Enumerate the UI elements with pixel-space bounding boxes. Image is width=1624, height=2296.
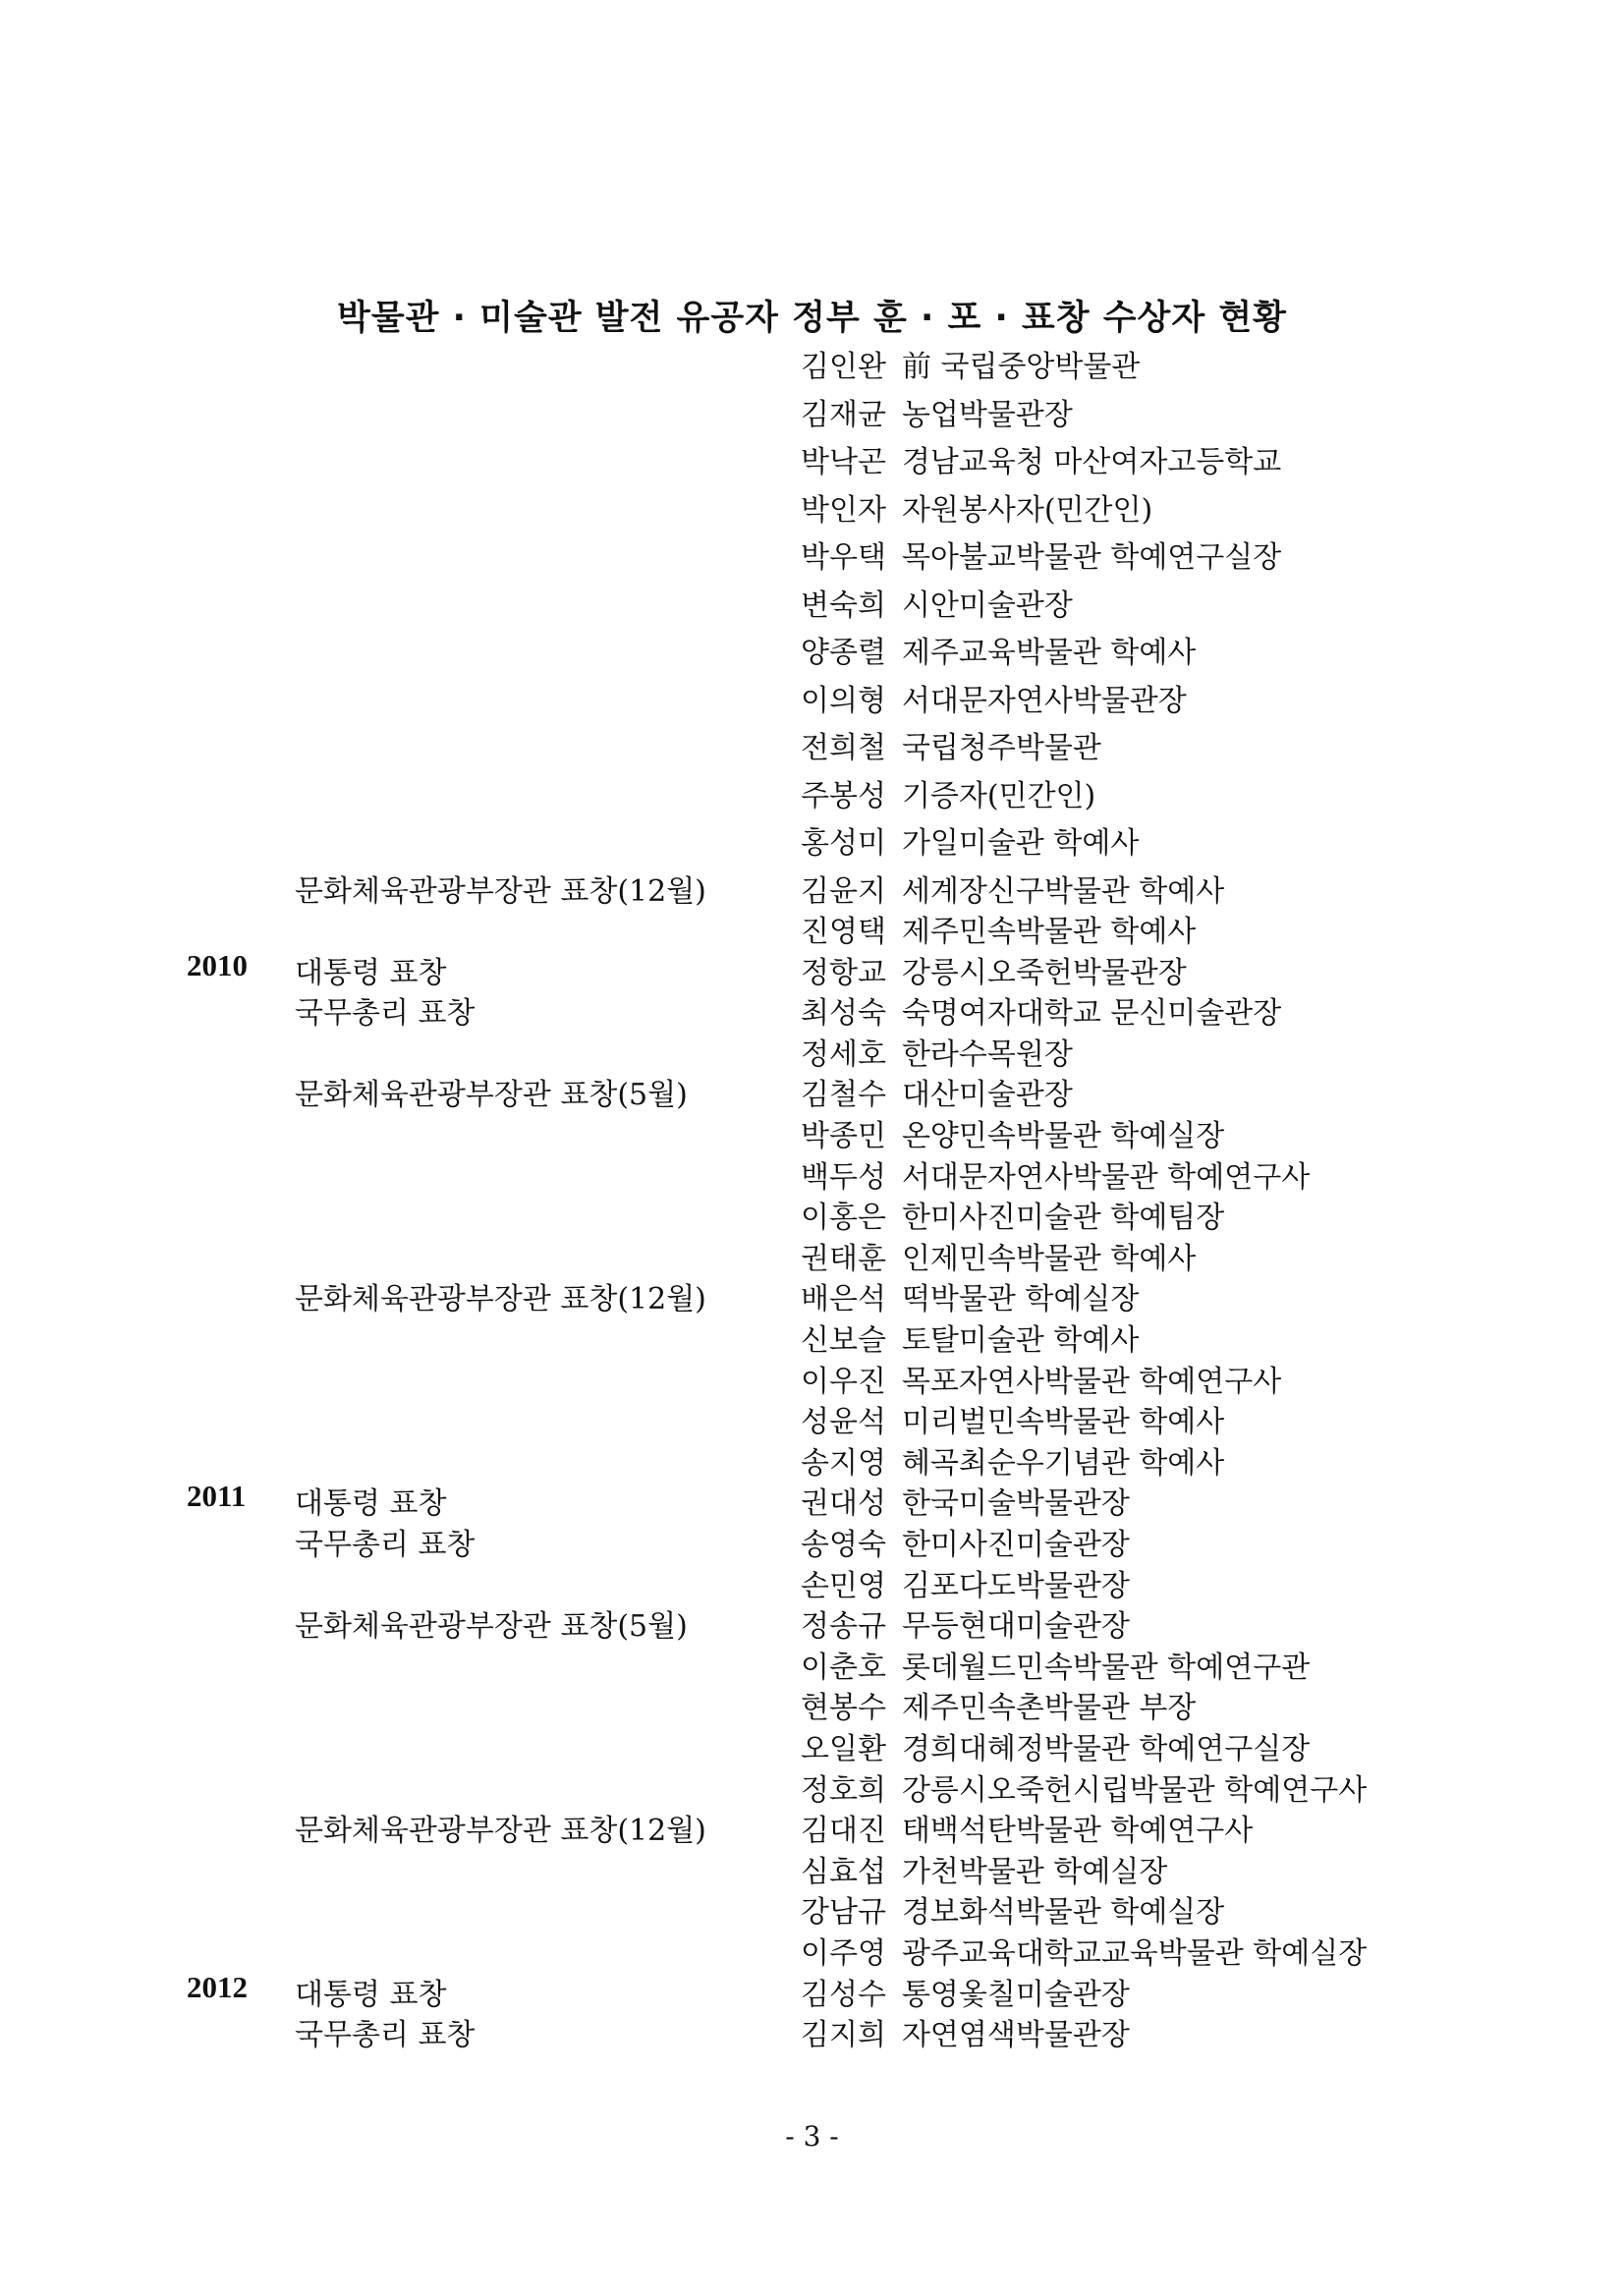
- awardee-row: [0, 1765, 1624, 1807]
- recipient-organization: 농업박물관장: [901, 397, 1073, 432]
- awardee-row: [0, 1847, 1624, 1888]
- recipient-organization: 토탈미술관 학예사: [901, 1323, 1140, 1359]
- recipient-name: 진영택: [801, 915, 886, 950]
- recipient-name: 김재균: [801, 397, 886, 432]
- award-type: 문화체육관광부장관 표창(12월): [295, 1814, 706, 1849]
- awardee-row: [0, 907, 1624, 948]
- recipient-name: 정세호: [801, 1036, 886, 1072]
- awardee-row: [0, 818, 1624, 867]
- recipient-name: 최성숙: [801, 996, 886, 1032]
- awardee-row: [0, 988, 1624, 1030]
- recipient: [801, 1520, 1130, 1563]
- recipient-organization: 온양민속박물관 학예실장: [901, 1119, 1225, 1154]
- recipient: [801, 907, 1196, 950]
- recipient-organization: 강릉시오죽헌박물관장: [901, 955, 1187, 990]
- recipient-name: 주봉성: [801, 778, 886, 813]
- award-type: 대통령 표창: [295, 1977, 447, 2012]
- recipient-organization: 한미사진미술관장: [901, 1528, 1130, 1562]
- recipient-organization: 목아불교박물관 학예연구실장: [901, 540, 1282, 575]
- recipient-name: 배은석: [801, 1282, 886, 1317]
- awardee-row: [0, 1724, 1624, 1765]
- awardee-row: [0, 676, 1624, 724]
- recipient: [801, 1643, 1310, 1686]
- awardee-row: [0, 1234, 1624, 1275]
- recipient-organization: 무등현대미술관장: [901, 1609, 1130, 1645]
- awardee-row: [0, 485, 1624, 533]
- recipient-organization: 목포자연사박물관 학예연구사: [901, 1364, 1282, 1399]
- recipient-name: 박인자: [801, 492, 886, 528]
- award-year: 2011: [187, 1479, 247, 1514]
- recipient: [801, 1111, 1224, 1154]
- recipient-name: 홍성미: [801, 826, 886, 861]
- recipient-organization: 광주교육대학교교육박물관 학예실장: [901, 1935, 1368, 1971]
- awardee-row: [0, 723, 1624, 771]
- recipient: [801, 1765, 1367, 1809]
- recipient-organization: 가천박물관 학예실장: [901, 1854, 1168, 1889]
- recipient-name: 심효섭: [801, 1854, 886, 1889]
- recipient: [801, 723, 1101, 766]
- awardee-row: [0, 342, 1624, 390]
- recipient: [801, 628, 1196, 671]
- recipient: [801, 581, 1073, 624]
- recipient: [801, 485, 1152, 529]
- recipient-name: 송영숙: [801, 1528, 886, 1562]
- recipient-name: 박우택: [801, 540, 886, 575]
- awardee-row: [0, 437, 1624, 485]
- recipient: [801, 437, 1281, 480]
- recipient-organization: 경희대혜정박물관 학예연구실장: [901, 1731, 1311, 1766]
- recipient: [801, 1847, 1167, 1890]
- awardee-row: [0, 1070, 1624, 1111]
- recipient-organization: 기증자(민간인): [901, 778, 1096, 813]
- recipient-organization: 자원봉사자(민간인): [901, 492, 1153, 528]
- recipient-name: 성윤석: [801, 1405, 886, 1440]
- recipient: [801, 1357, 1281, 1400]
- recipient: [801, 1193, 1224, 1236]
- recipient: [801, 1274, 1139, 1317]
- recipient-name: 신보슬: [801, 1323, 886, 1359]
- recipient-organization: 한미사진미술관 학예팀장: [901, 1201, 1225, 1236]
- awardee-row: [0, 1274, 1624, 1316]
- recipient: [801, 1601, 1130, 1645]
- recipient: [801, 1030, 1073, 1073]
- recipient-name: 백두성: [801, 1159, 886, 1195]
- recipient: [801, 676, 1187, 719]
- recipient-name: 강남규: [801, 1895, 886, 1931]
- awardee-row: [0, 1520, 1624, 1561]
- recipient-name: 정항교: [801, 955, 886, 990]
- recipient: [801, 1683, 1196, 1726]
- recipient: [801, 1234, 1196, 1277]
- recipient-organization: 혜곡최순우기념관 학예사: [901, 1445, 1225, 1481]
- recipient-name: 권대성: [801, 1486, 886, 1522]
- awardee-row: [0, 1929, 1624, 1970]
- awardee-row: [0, 1030, 1624, 1071]
- awardee-row: [0, 1193, 1624, 1234]
- recipient-name: 이춘호: [801, 1650, 886, 1685]
- awardee-row: [0, 1438, 1624, 1480]
- recipient-organization: 제주민속박물관 학예사: [901, 915, 1197, 950]
- recipient-name: 박낙곤: [801, 445, 886, 479]
- recipient-organization: 숙명여자대학교 문신미술관장: [901, 996, 1282, 1032]
- recipient-organization: 통영옻칠미술관장: [901, 1977, 1130, 2012]
- awardee-list: [0, 342, 1624, 2051]
- award-type: 국무총리 표창: [295, 996, 476, 1032]
- awardee-row: [0, 867, 1624, 908]
- award-year: 2010: [187, 947, 248, 982]
- awardee-row: [0, 1601, 1624, 1643]
- awardee-row: [0, 581, 1624, 629]
- recipient-name: 현봉수: [801, 1691, 886, 1726]
- recipient-organization: 가일미술관 학예사: [901, 826, 1140, 861]
- award-type: 문화체육관광부장관 표창(5월): [295, 1078, 688, 1113]
- award-type: 국무총리 표창: [295, 1528, 476, 1562]
- recipient-organization: 인제민속박물관 학예사: [901, 1241, 1197, 1276]
- recipient: [801, 948, 1187, 991]
- recipient: [801, 1887, 1224, 1931]
- recipient-organization: 경보화석박물관 학예실장: [901, 1895, 1225, 1931]
- recipient-name: 이홍은: [801, 1201, 886, 1236]
- recipient-name: 전희철: [801, 731, 886, 765]
- recipient-organization: 前 국립중앙박물관: [901, 350, 1141, 384]
- recipient-name: 이우진: [801, 1364, 886, 1399]
- awardee-row: [0, 1357, 1624, 1398]
- recipient-organization: 미리벌민속박물관 학예사: [901, 1405, 1225, 1440]
- awardee-row: [0, 1683, 1624, 1724]
- awardee-row: [0, 1806, 1624, 1847]
- recipient: [801, 1397, 1224, 1440]
- recipient: [801, 988, 1281, 1032]
- recipient-organization: 세계장신구박물관 학예사: [901, 873, 1225, 909]
- recipient: [801, 1316, 1139, 1359]
- recipient-name: 박종민: [801, 1119, 886, 1154]
- recipient-organization: 한라수목원장: [901, 1036, 1073, 1072]
- recipient: [801, 771, 1095, 814]
- awardee-row: [0, 532, 1624, 581]
- recipient: [801, 390, 1073, 433]
- awardee-row: [0, 628, 1624, 676]
- recipient-organization: 경남교육청 마산여자고등학교: [901, 445, 1282, 479]
- awardee-row: [0, 2010, 1624, 2051]
- awardee-row: [0, 1970, 1624, 2011]
- recipient-name: 정송규: [801, 1609, 886, 1645]
- recipient: [801, 342, 1140, 385]
- recipient-name: 이주영: [801, 1935, 886, 1971]
- awardee-row: [0, 1316, 1624, 1357]
- recipient: [801, 1929, 1367, 1972]
- award-type: 문화체육관광부장관 표창(5월): [295, 1609, 688, 1645]
- awardee-row: [0, 1643, 1624, 1684]
- award-year: 2012: [187, 1969, 248, 2004]
- recipient: [801, 867, 1224, 910]
- recipient: [801, 1438, 1224, 1482]
- award-type: 대통령 표창: [295, 1486, 447, 1522]
- recipient: [801, 1561, 1130, 1604]
- recipient-name: 김성수: [801, 1977, 886, 2012]
- recipient-organization: 대산미술관장: [901, 1078, 1073, 1113]
- recipient-organization: 강릉시오죽헌시립박물관 학예연구사: [901, 1772, 1368, 1808]
- recipient-organization: 서대문자연사박물관 학예연구사: [901, 1159, 1311, 1195]
- recipient-name: 오일환: [801, 1731, 886, 1766]
- recipient-name: 이의형: [801, 683, 886, 718]
- recipient: [801, 2010, 1130, 2053]
- award-type: 국무총리 표창: [295, 2018, 476, 2053]
- recipient: [801, 818, 1139, 862]
- award-type: 문화체육관광부장관 표창(12월): [295, 873, 706, 909]
- recipient-organization: 롯데월드민속박물관 학예연구관: [901, 1650, 1311, 1685]
- recipient-name: 송지영: [801, 1445, 886, 1481]
- recipient-organization: 국립청주박물관: [901, 731, 1101, 765]
- awardee-row: [0, 1479, 1624, 1520]
- recipient-name: 김인완: [801, 350, 886, 384]
- award-type: 대통령 표창: [295, 955, 447, 990]
- awardee-row: [0, 948, 1624, 989]
- recipient-organization: 김포다도박물관장: [901, 1568, 1130, 1603]
- recipient-organization: 제주교육박물관 학예사: [901, 636, 1197, 670]
- recipient-name: 권태훈: [801, 1241, 886, 1276]
- awardee-row: [0, 771, 1624, 819]
- recipient: [801, 1152, 1310, 1196]
- recipient: [801, 1970, 1130, 2013]
- recipient-name: 김윤지: [801, 873, 886, 909]
- awardee-row: [0, 1152, 1624, 1194]
- recipient-organization: 떡박물관 학예실장: [901, 1282, 1140, 1317]
- recipient-name: 김철수: [801, 1078, 886, 1113]
- recipient-organization: 자연염색박물관장: [901, 2018, 1130, 2053]
- recipient-name: 김대진: [801, 1814, 886, 1849]
- awardee-row: [0, 1111, 1624, 1152]
- award-type: 문화체육관광부장관 표창(12월): [295, 1282, 706, 1317]
- recipient-organization: 한국미술박물관장: [901, 1486, 1130, 1522]
- recipient-name: 김지희: [801, 2018, 886, 2053]
- awardee-row: [0, 390, 1624, 438]
- recipient: [801, 1806, 1253, 1849]
- recipient-organization: 시안미술관장: [901, 588, 1073, 623]
- recipient-name: 양종렬: [801, 636, 886, 670]
- awardee-row: [0, 1397, 1624, 1438]
- recipient: [801, 1070, 1073, 1113]
- document-title: 박물관 · 미술관 발전 유공자 정부 훈 · 포 · 표창 수상자 현황: [337, 299, 1287, 338]
- recipient: [801, 1724, 1310, 1767]
- recipient-name: 정호희: [801, 1772, 886, 1808]
- recipient-organization: 서대문자연사박물관장: [901, 683, 1187, 718]
- recipient-organization: 태백석탄박물관 학예연구사: [901, 1814, 1254, 1849]
- page-number: - 3 -: [785, 2120, 839, 2153]
- recipient-name: 손민영: [801, 1568, 886, 1603]
- recipient: [801, 1479, 1130, 1522]
- recipient-organization: 제주민속촌박물관 부장: [901, 1691, 1197, 1726]
- recipient: [801, 532, 1281, 576]
- awardee-row: [0, 1887, 1624, 1929]
- awardee-row: [0, 1561, 1624, 1602]
- recipient-name: 변숙희: [801, 588, 886, 623]
